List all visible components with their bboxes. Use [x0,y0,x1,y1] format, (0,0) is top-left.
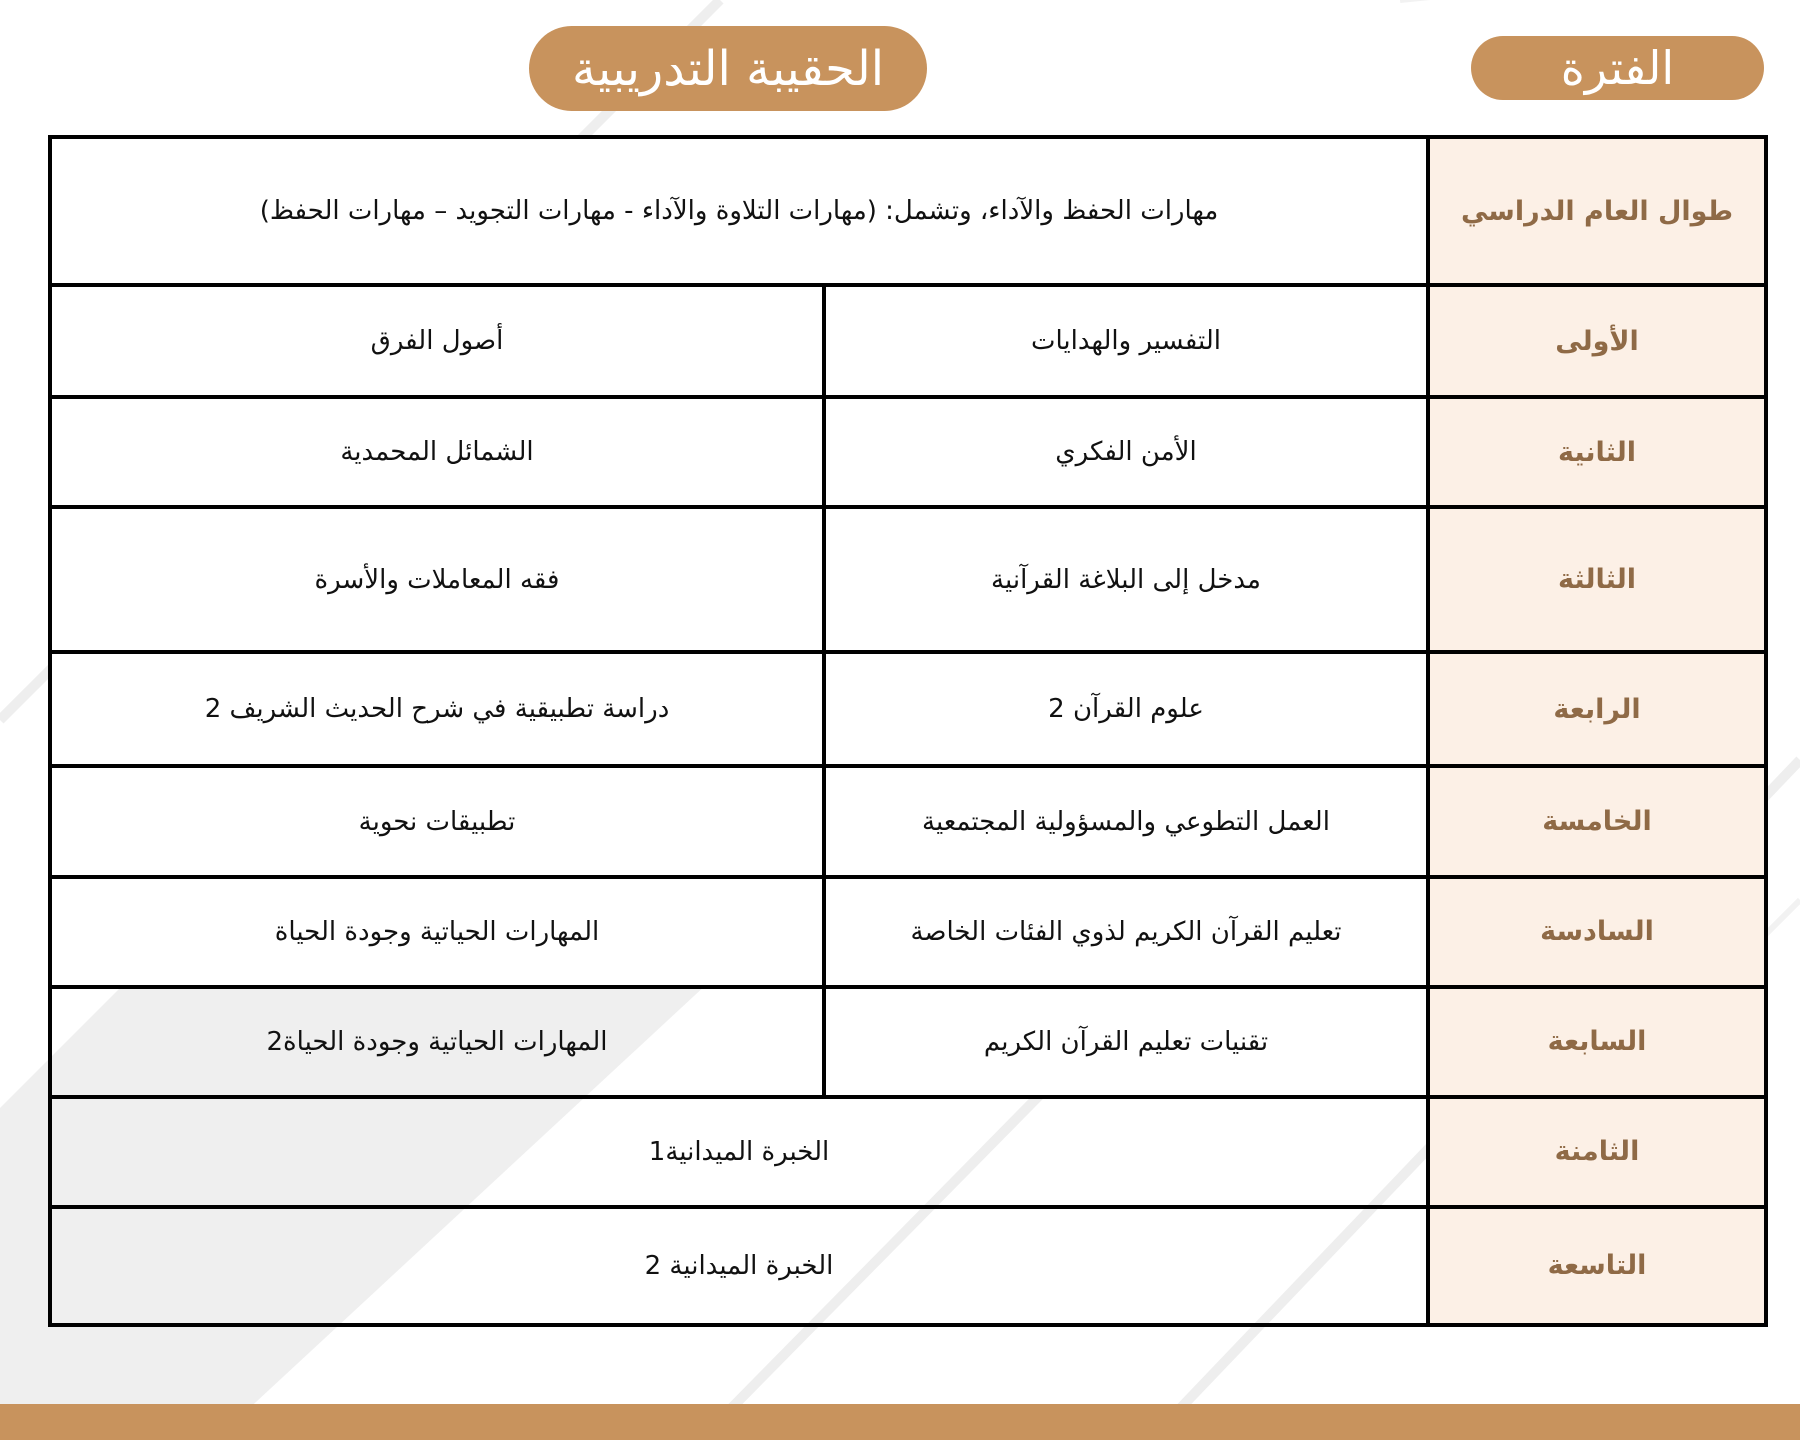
table-row [50,766,1766,876]
period-cell: التاسعة [1428,1207,1766,1325]
table-row [50,397,1766,507]
period-cell: الثامنة [1428,1097,1766,1207]
period-cell: الأولى [1428,285,1766,397]
table-row [50,1097,1766,1207]
course-cell: دراسة تطبيقية في شرح الحديث الشريف 2 [50,652,824,766]
table-row [50,285,1766,397]
course-cell: المهارات الحياتية وجودة الحياة [50,877,824,987]
course-cell: مهارات الحفظ والآداء، وتشمل: (مهارات التلاوة والآداء - مهارات التجويد – مهارات الحفظ) [50,137,1428,285]
course-cell: الخبرة الميدانية1 [50,1097,1428,1207]
course-cell: الأمن الفكري [824,397,1428,507]
course-cell: الخبرة الميدانية 2 [50,1207,1428,1325]
course-cell: المهارات الحياتية وجودة الحياة2 [50,987,824,1097]
course-schedule-table [48,135,1768,1327]
course-cell: التفسير والهدايات [824,285,1428,397]
table-row [50,137,1766,285]
table-row [50,987,1766,1097]
course-cell: تطبيقات نحوية [50,766,824,876]
table-row [50,1207,1766,1325]
table-row [50,507,1766,652]
footer-bar [0,1404,1800,1440]
period-cell: طوال العام الدراسي [1428,137,1766,285]
course-cell: فقه المعاملات والأسرة [50,507,824,652]
training-bag-header-label: الحقيبة التدريبية [529,26,927,111]
period-cell: السادسة [1428,877,1766,987]
period-cell: الثانية [1428,397,1766,507]
table-row [50,877,1766,987]
period-cell: الرابعة [1428,652,1766,766]
course-cell: تقنيات تعليم القرآن الكريم [824,987,1428,1097]
table-row [50,652,1766,766]
course-cell: الشمائل المحمدية [50,397,824,507]
course-cell: مدخل إلى البلاغة القرآنية [824,507,1428,652]
course-cell: علوم القرآن 2 [824,652,1428,766]
period-cell: الخامسة [1428,766,1766,876]
period-cell: الثالثة [1428,507,1766,652]
course-cell: تعليم القرآن الكريم لذوي الفئات الخاصة [824,877,1428,987]
course-cell: أصول الفرق [50,285,824,397]
course-cell: العمل التطوعي والمسؤولية المجتمعية [824,766,1428,876]
period-header-label: الفترة [1471,36,1764,100]
period-cell: السابعة [1428,987,1766,1097]
